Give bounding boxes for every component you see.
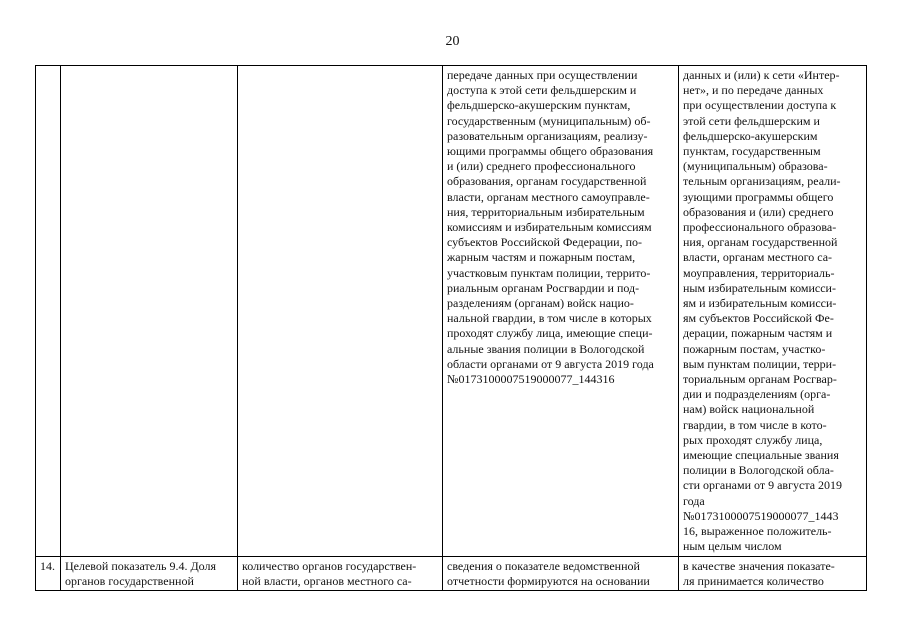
- cell-text-line: нальной гвардии, в том числе в которых: [447, 311, 652, 326]
- cell-text-line: власти, органам местного са-: [683, 250, 833, 265]
- cell-text-line: №0173100007519000077_144316: [447, 372, 615, 387]
- cell-text-line: ным целым числом: [683, 539, 782, 554]
- cell-text-line: ям и избирательным комисси-: [683, 296, 837, 311]
- table-row: [36, 556, 867, 590]
- cell-text-line: нам) войск национальной: [683, 402, 815, 417]
- cell-text-line: комиссиям и избирательным комиссиям: [447, 220, 652, 235]
- definition-cell: [238, 66, 443, 557]
- cell-text-line: ющими программы общего образования: [447, 144, 654, 159]
- cell-text-line: отчетности формируются на основании: [447, 573, 650, 588]
- cell-text-line: рых проходят службу лица,: [683, 432, 823, 447]
- calculation-method-cell: [679, 66, 867, 557]
- cell-text-line: жарным частям и пожарным постам,: [447, 250, 636, 265]
- cell-text-line: дии и подразделениям (орга-: [683, 387, 831, 402]
- cell-text-line: дерации, пожарным частям и: [683, 326, 833, 341]
- data-source-cell: [443, 556, 679, 590]
- cell-text-line: передаче данных при осуществлении: [447, 68, 638, 82]
- cell-text-line: доступа к этой сети фельдшерским и: [447, 83, 637, 98]
- cell-text-line: года: [683, 493, 705, 508]
- cell-text-line: сведения о показателе ведомственной: [447, 558, 640, 573]
- cell-text-line: №0173100007519000077_1443: [683, 508, 839, 523]
- cell-text-line: проходят службу лица, имеющие специ-: [447, 326, 653, 341]
- indicator-name-cell: [61, 66, 238, 557]
- cell-text-line: фельдшерско-акушерским: [683, 128, 818, 143]
- data-source-cell: [443, 66, 679, 557]
- calculation-method-cell: [679, 556, 867, 590]
- indicator-name-cell: [61, 556, 238, 590]
- cell-text-line: ния, территориальным избирательным: [447, 204, 645, 219]
- cell-text-line: государственным (муниципальным) об-: [447, 113, 651, 128]
- cell-text-line: тельным организациям, реали-: [683, 174, 841, 189]
- page-number: 20: [445, 34, 460, 49]
- cell-text-line: сти органами от 9 августа 2019: [683, 478, 843, 493]
- cell-text-line: количество органов государствен-: [242, 558, 417, 573]
- definition-cell: [238, 556, 443, 590]
- cell-text-line: субъектов Российской Федерации, по-: [447, 235, 642, 250]
- cell-text-line: фельдшерско-акушерским пунктам,: [447, 98, 631, 113]
- cell-text-line: этой сети фельдшерским и: [683, 113, 820, 128]
- row-number-cell: 14.: [36, 556, 61, 590]
- cell-text-line: риальным органам Росгвардии и под-: [447, 280, 640, 295]
- cell-text-line: пожарным постам, участко-: [683, 341, 826, 356]
- cell-text-line: данных и (или) к сети «Интер-: [683, 68, 840, 82]
- cell-text-line: альные звания полиции в Вологодской: [447, 341, 645, 356]
- cell-text-line: пунктам, государственным: [683, 144, 821, 159]
- cell-text-line: ям субъектов Российской Фе-: [683, 311, 834, 326]
- cell-text-line: ториальным органам Росгвар-: [683, 372, 837, 387]
- cell-text-line: области органами от 9 августа 2019 года: [447, 356, 654, 371]
- cell-text-line: разделениям (органам) войск нацио-: [447, 296, 634, 311]
- cell-text-line: вым пунктам полиции, терри-: [683, 356, 837, 371]
- cell-text-line: разовательным организациям, реализу-: [447, 128, 648, 143]
- table-row: [36, 66, 867, 557]
- cell-text-line: Целевой показатель 9.4. Доля: [65, 558, 217, 573]
- row-number-cell: [36, 66, 61, 557]
- cell-text-line: 16, выраженное положитель-: [683, 524, 832, 539]
- cell-text-line: образования, органам государственной: [447, 174, 647, 189]
- cell-text-line: гвардии, в том числе в кото-: [683, 417, 827, 432]
- cell-text-line: ным избирательным комисси-: [683, 280, 836, 295]
- cell-text-line: власти, органам местного самоуправле-: [447, 189, 650, 204]
- indicator-table: [35, 65, 867, 591]
- cell-text-line: и (или) среднего профессионального: [447, 159, 636, 174]
- cell-text-line: зующими программы общего: [683, 189, 834, 204]
- cell-text-line: полиции в Вологодской обла-: [683, 463, 834, 478]
- cell-text-line: при осуществлении доступа к: [683, 98, 837, 113]
- cell-text-line: образования и (или) среднего: [683, 204, 834, 219]
- cell-text-line: (муниципальным) образова-: [683, 159, 828, 174]
- cell-text-line: органов государственной: [65, 573, 194, 588]
- cell-text-line: профессионального образова-: [683, 220, 837, 235]
- cell-text-line: моуправления, территориаль-: [683, 265, 835, 280]
- cell-text-line: в качестве значения показате-: [683, 558, 835, 573]
- cell-text-line: имеющие специальные звания: [683, 448, 839, 463]
- cell-text-line: участковым пунктам полиции, террито-: [447, 265, 651, 280]
- cell-text-line: ля принимается количество: [683, 573, 824, 588]
- cell-text-line: ной власти, органов местного са-: [242, 573, 412, 588]
- cell-text-line: ния, органам государственной: [683, 235, 838, 250]
- cell-text-line: нет», и по передаче данных: [683, 83, 824, 98]
